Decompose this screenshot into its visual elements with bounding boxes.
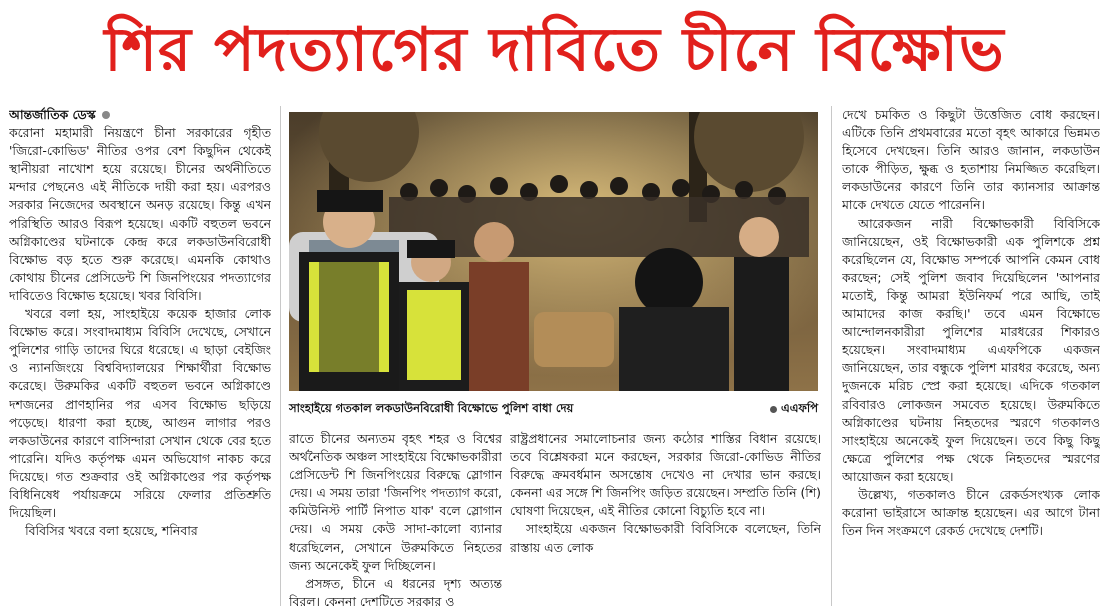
paragraph: আরেকজন নারী বিক্ষোভকারী বিবিসিকে জানিয়েছেন, ওই বিক্ষোভকারী এক পুলিশকে প্রশ্ন করেছিলেন যে, বিক্ষোভ সম্পর্কে আপনি কেমন বোধ করছেন; সেই পুলিশ জবাব দিয়েছিলেন 'আপনার মতোই, কিন্তু আমরা ইউনিফর্ম পরে আছি, তাই আমাদের কাজ করছি।' তবে এমন বিক্ষোভে আন্দোলনকারীরা পুলিশের মারধরের শিকারও হয়েছেন। সংবাদমাধ্যম এএফপিকে একজন জানিয়েছেন, তার বন্ধুকে পুলিশ মারধর করেছে, অন্য দুজনকে মরিচ স্প্রে করা হয়েছে। এদিকে গতকাল রবিবারও লোকজন সমবেত হয়েছে। উরুমকিতে অগ্নিকাণ্ডের ঘটনায় নিহতদের স্মরণে গতকালও সাংহাইয়ে অনেকেই ফুল দিয়েছেন। তবে কিছু কিছু ক্ষেত্রে পুলিশের পক্ষ থেকে নিহতদের স্মরণের আয়োজন করা হয়েছে।: [842, 215, 1100, 484]
article-column-3: [510, 430, 821, 612]
paragraph: রাতে চীনের অন্যতম বৃহৎ শহর ও বিশ্বের অর্থনৈতিক অঞ্চল সাংহাইয়ে বিক্ষোভকারীরা প্রেসিডেন্ট শি জিনপিংয়ের বিরুদ্ধে স্লোগান দেয়। এ সময় তারা 'জিনপিং পদত্যাগ করো, কমিউনিস্ট পার্টি নিপাত যাক' বলে স্লোগান দেয়। এ সময় কেউ সাদা-কালো ব্যানার ধরেছিলেন, সেখানে উরুমকিতে নিহতের জন্য অনেকেই ফুল দিচ্ছিলেন।: [289, 431, 502, 573]
article-column-1: [9, 106, 271, 612]
protest-photo-image: [289, 112, 818, 391]
column-divider: [831, 106, 832, 606]
column-divider: [280, 106, 281, 606]
paragraph: রাষ্ট্রপ্রধানের সমালোচনার জন্য কঠোর শাস্তির বিধান রয়েছে। তবে বিশ্লেষকরা মনে করছেন, সরকার জিরো-কোভিড নীতির বিরুদ্ধে ক্রমবর্ধমান অসন্তোষ দেখেও না দেখার ভান করছে। কেননা এর সঙ্গে শি জিনপিং জড়িত রয়েছেন। সম্প্রতি তিনি (শি) ঘোষণা দিয়েছেন, এই নীতির কোনো বিচ্যুতি হবে না।: [510, 431, 821, 519]
news-photo: [289, 112, 818, 391]
bullet-icon: [102, 111, 110, 119]
paragraph: সাংহাইয়ে একজন বিক্ষোভকারী বিবিসিকে বলেছেন, তিনি রাস্তায় এত লোক: [510, 521, 821, 555]
photo-caption-bar: [289, 398, 818, 420]
photo-credit-text: এএফপি: [781, 400, 818, 415]
department-text: আন্তর্জাতিক ডেস্ক: [9, 107, 96, 122]
photo-caption: সাংহাইয়ে গতকাল লকডাউনবিরোধী বিক্ষোভে পুলিশ বাধা দেয়: [289, 400, 574, 415]
department-label: [9, 106, 271, 124]
paragraph: উল্লেখ্য, গতকালও চীনে রেকর্ডসংখ্যক লোক করোনা ভাইরাসে আক্রান্ত হয়েছেন। এর আগে টানা তিন দিন সংক্রমণে রেকর্ড দেখেছে দেশটি।: [842, 486, 1100, 539]
paragraph: প্রসঙ্গত, চীনে এ ধরনের দৃশ্য অত্যন্ত বিরল। কেননা দেশটিতে সরকার ও: [289, 575, 502, 609]
paragraph: বিবিসির খবরে বলা হয়েছে, শনিবার: [25, 523, 198, 539]
paragraph: দেখে চমকিত ও কিছুটা উত্তেজিত বোধ করছেন। এটিকে তিনি প্রথমবারের মতো বৃহৎ আকারে ভিন্নমত হিসেবে দেখছেন। তিনি আরও জানান, লকডাউন তাকে পীড়িত, ক্ষুব্ধ ও হতাশায় নিমজ্জিত করেছিল। লকডাউনের কারণে তিনি তার ক্যানসার আক্রান্ত মাকে দেখতে যেতে পারেননি।: [842, 107, 1100, 213]
photo-credit: [770, 400, 818, 419]
paragraph: করোনা মহামারী নিয়ন্ত্রণে চীনা সরকারের গৃহীত 'জিরো-কোভিড' নীতির ওপর বেশ কিছুদিন থেকেই স্থানীয়রা নাখোশ হয়ে রয়েছে। চীনের অর্থনীতিতে মন্দার পেছনেও এই নীতিকে দায়ী করা হয়। এরপরও সরকার নিজেদের অবস্থানে অনড় রয়েছে। কিন্তু এখন পরিস্থিতি আরও বিরূপ হয়েছে। একটি বহুতল ভবনে অগ্নিকাণ্ডের ঘটনাকে কেন্দ্র করে লকডাউনবিরোধী বিক্ষোভ বড় হতে শুরু করেছে। এমনকি কোথাও কোথায় চীনের প্রেসিডেন্ট শি জিনপিংয়ের পদত্যাগের দাবিতেও বিক্ষোভ হয়েছে। খবর বিবিসি।: [9, 125, 271, 303]
article-column-4: [842, 106, 1100, 612]
bullet-icon: [770, 406, 777, 413]
paragraph: খবরে বলা হয়, সাংহাইয়ে কয়েক হাজার লোক বিক্ষোভ করে। সংবাদমাধ্যম বিবিসি দেখেছে, সেখানে পুলিশের গাড়ি তাদের ঘিরে ধরেছে। এ ছাড়া বেইজিং ও ন্যানজিংয়ে বিশ্ববিদ্যালয়ের শিক্ষার্থীরা বিক্ষোভ করেছে। উরুমকির একটি বহুতল ভবনে অগ্নিকাণ্ডে দশজনের প্রাণহানির পর এসব বিক্ষোভ ছড়িয়ে পড়েছে। ধারণা করা হচ্ছে, আগুন লাগার পরও লকডাউনের কারণে বাসিন্দারা সেখান থেকে বের হতে পারেনি। যদিও কর্তৃপক্ষ এমন অভিযোগ নাকচ করে দিয়েছে। গত শুক্রবার ওই অগ্নিকাণ্ডের পর কর্তৃপক্ষ বিধিনিষেধ পর্যায়ক্রমে সরিয়ে ফেলার প্রতিশ্রুতি দিয়েছিল।: [9, 306, 271, 521]
article-column-2: [289, 430, 502, 612]
headline: শির পদত্যাগের দাবিতে চীনে বিক্ষোভ: [104, 15, 1005, 85]
